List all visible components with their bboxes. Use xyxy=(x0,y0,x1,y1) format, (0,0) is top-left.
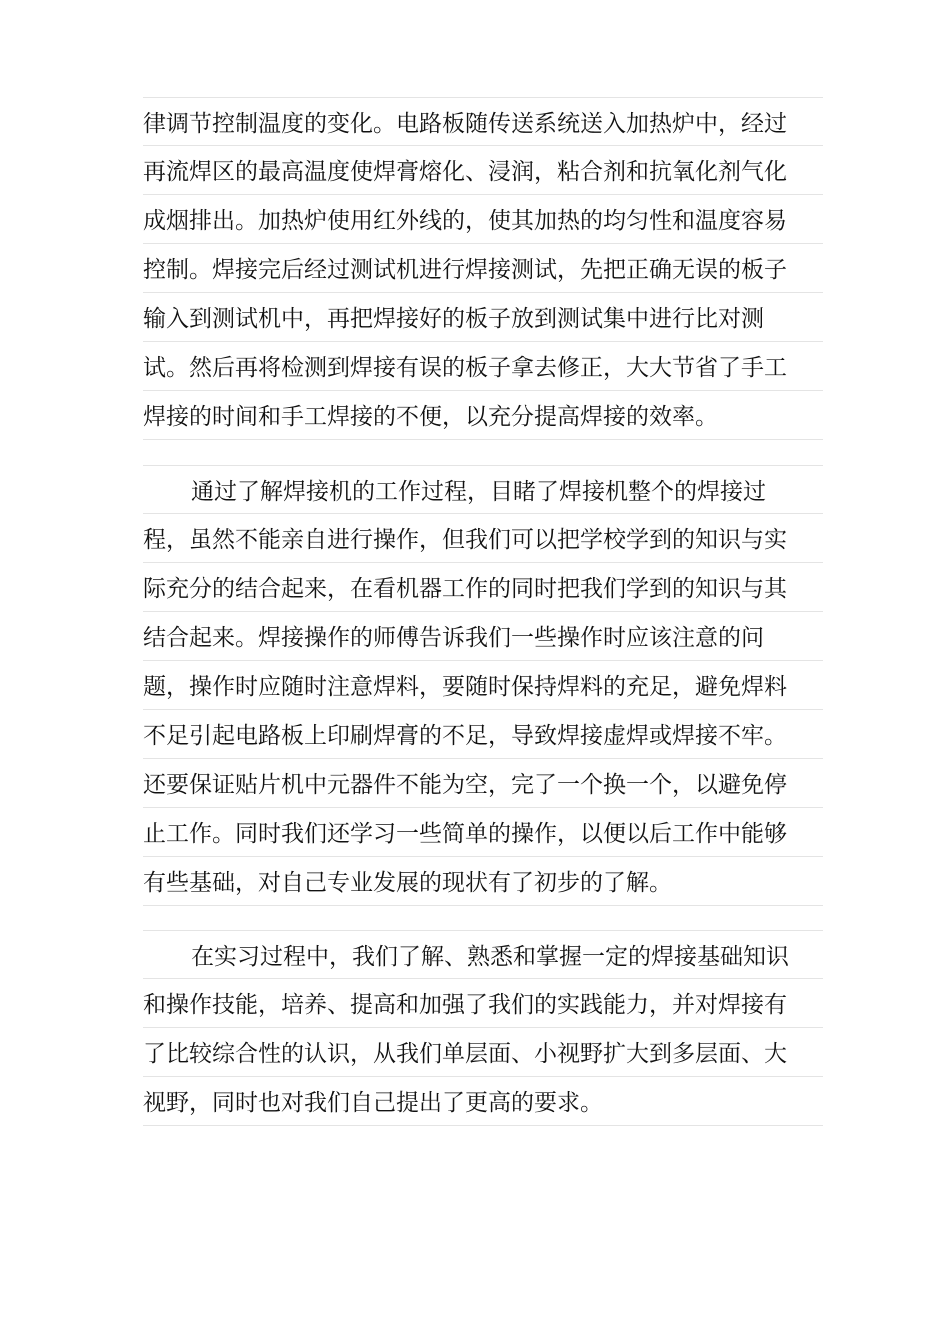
text-line: 不足引起电路板上印刷焊膏的不足，导致焊接虚焊或焊接不牢。 xyxy=(143,710,823,759)
text-line: 律调节控制温度的变化。电路板随传送系统送入加热炉中，经过 xyxy=(143,97,823,146)
text-line: 试。然后再将检测到焊接有误的板子拿去修正，大大节省了手工 xyxy=(143,342,823,391)
text-line: 控制。焊接完后经过测试机进行焊接测试，先把正确无误的板子 xyxy=(143,244,823,293)
text-line xyxy=(143,930,823,979)
text-line: 成烟排出。加热炉使用红外线的，使其加热的均匀性和温度容易 xyxy=(143,195,823,244)
paragraph-soldering-process xyxy=(143,97,823,440)
text-line: 止工作。同时我们还学习一些简单的操作，以便以后工作中能够 xyxy=(143,808,823,857)
text-line: 输入到测试机中，再把焊接好的板子放到测试集中进行比对测 xyxy=(143,293,823,342)
paragraph-internship-summary xyxy=(143,930,823,1126)
text-line: 际充分的结合起来，在看机器工作的同时把我们学到的知识与其 xyxy=(143,563,823,612)
text-line: 结合起来。焊接操作的师傅告诉我们一些操作时应该注意的问 xyxy=(143,612,823,661)
text-line: 还要保证贴片机中元器件不能为空，完了一个换一个，以避免停 xyxy=(143,759,823,808)
text-line: 了比较综合性的认识，从我们单层面、小视野扩大到多层面、大 xyxy=(143,1028,823,1077)
paragraph-observation xyxy=(143,465,823,906)
text-line: 和操作技能，培养、提高和加强了我们的实践能力，并对焊接有 xyxy=(143,979,823,1028)
text-line-content: 在实习过程中，我们了解、熟悉和掌握一定的焊接基础知识 xyxy=(191,944,789,970)
text-line: 程，虽然不能亲自进行操作，但我们可以把学校学到的知识与实 xyxy=(143,514,823,563)
text-line: 焊接的时间和手工焊接的不便，以充分提高焊接的效率。 xyxy=(143,391,823,440)
text-line xyxy=(143,465,823,514)
text-line: 再流焊区的最高温度使焊膏熔化、浸润，粘合剂和抗氧化剂气化 xyxy=(143,146,823,195)
text-line-content: 通过了解焊接机的工作过程，目睹了焊接机整个的焊接过 xyxy=(191,479,766,505)
text-line: 有些基础，对自己专业发展的现状有了初步的了解。 xyxy=(143,857,823,906)
text-line: 视野，同时也对我们自己提出了更高的要求。 xyxy=(143,1077,823,1126)
text-line: 题，操作时应随时注意焊料，要随时保持焊料的充足，避免焊料 xyxy=(143,661,823,710)
